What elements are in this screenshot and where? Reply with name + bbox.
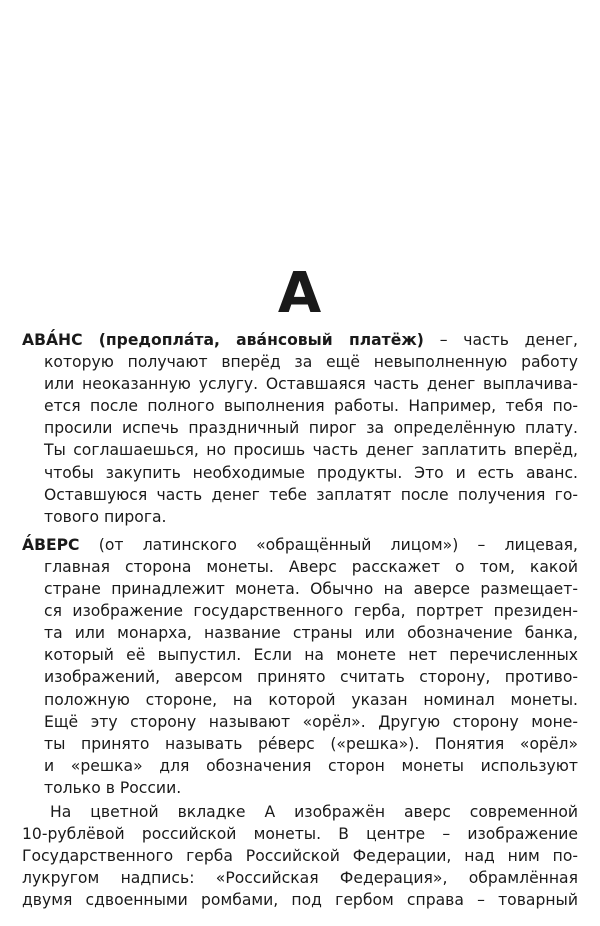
entry-line: та или монарха, название страны или обозначение банка,: [44, 624, 578, 643]
entry-line: тового пирога.: [44, 507, 167, 526]
entry-line: Ещё эту сторону называют «орёл». Другую сторону моне-: [44, 712, 578, 731]
entry-line: ся изображение государственного герба, портрет президен-: [44, 602, 578, 621]
entry-line: главная сторона монеты. Аверс расскажет о том, какой: [44, 557, 578, 576]
entry-avans: [22, 329, 578, 528]
entry-line: чтобы закупить необходимые продукты. Это и есть аванс.: [44, 463, 578, 482]
entry-line: ты принято называть ре́верс («решка»). Понятия «орёл»: [44, 734, 578, 753]
paragraph-first-line: На цветной вкладке А изображён аверс современной: [50, 802, 578, 821]
entry-line: стране принадлежит монета. Обычно на аверсе размещает-: [44, 580, 578, 599]
paragraph-line: Государственного герба Российской Федерации, над ним по-: [22, 847, 578, 866]
entry-first-line: [22, 329, 578, 351]
dictionary-text: [22, 329, 578, 911]
entry-line: просили испечь праздничный пирог за определённую плату.: [44, 419, 578, 438]
paragraph-line: лукругом надпись: «Российская Федерация», обрамлённая: [22, 869, 578, 888]
entry-line: положную стороне, на которой указан номинал монеты.: [44, 690, 578, 709]
entry-line: которую получают вперёд за ещё невыполненную работу: [44, 353, 578, 372]
section-letter: А: [277, 261, 323, 326]
entry-line: только в России.: [44, 778, 182, 797]
entry-line: ется после полного выполнения работы. Например, тебя по-: [44, 397, 578, 416]
entry-term: АВА́НС (предопла́та, ава́нсовый платёж): [22, 331, 424, 349]
entry-line: и «решка» для обозначения сторон монеты используют: [44, 756, 578, 775]
entry-first-rest: – часть денег,: [423, 331, 578, 349]
entry-line: изображений, аверсом принято считать сторону, противо-: [44, 668, 578, 687]
entry-term: А́ВЕРС: [22, 535, 80, 554]
entry-line: Ты соглашаешься, но просишь часть денег заплатить вперёд,: [44, 441, 578, 460]
entry-first-rest: (от латинского «обращённый лицом») – лицевая,: [79, 535, 578, 554]
avers-paragraph: [22, 801, 578, 911]
entry-line: который её выпустил. Если на монете нет перечисленных: [44, 646, 578, 665]
paragraph-line: двумя сдвоенными ромбами, под гербом справа – товарный: [22, 891, 578, 910]
entry-line: или неоказанную услугу. Оставшаяся часть денег выплачива-: [44, 375, 578, 394]
entry-first-line: [22, 534, 578, 556]
paragraph-line: 10-рублёвой российской монеты. В центре – изображение: [22, 825, 578, 844]
entry-line: Оставшуюся часть денег тебе заплатят после получения го-: [44, 485, 578, 504]
entry-avers: [22, 534, 578, 799]
